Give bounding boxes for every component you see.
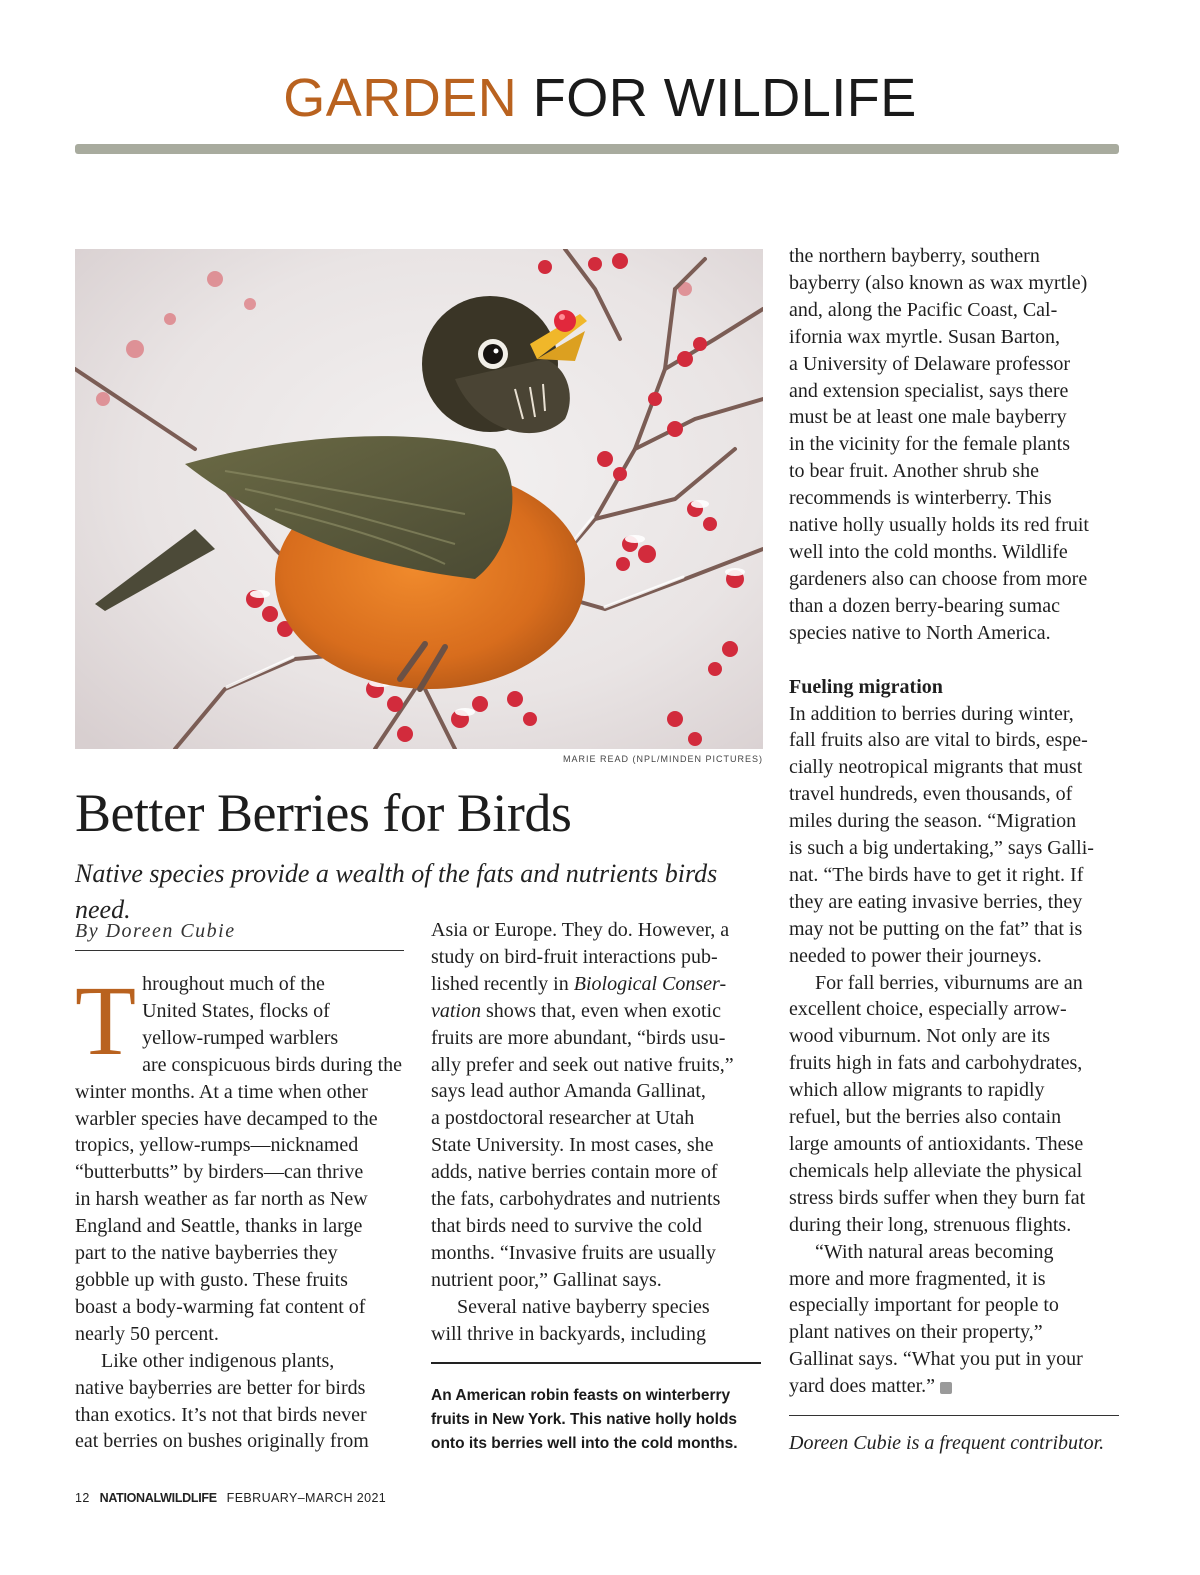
page-number: 12 [75,1491,90,1505]
byline-rule [75,950,404,951]
paragraph-4: Several native bayberry species will thrive in backyards, including [431,1295,710,1345]
paragraph-6: In addition to berries during winter, fall fruits also are vital to birds, espe- cially neotropical migrants that must travel hundreds, even thousands, of miles during the season. “Migration is such a big undertaking,” says Galli- nat. “The birds have to get it right. If they are eating invasive berries, they may not be putting on the fat” that is needed to power their journeys. [789,702,1094,967]
paragraph-7: For fall berries, viburnums are an excellent choice, especially arrow- wood viburnum. Not only are its fruits high in fats and carbohydrates, which allow migrants to rapidly refuel, but the berries also contain large amounts of antioxidants. These chemicals help alleviate the physical stress birds suffer when they burn fat during their long, strenuous flights. [789,971,1086,1236]
paragraph-8-text: “With natural areas becoming more and more fragmented, it is especially important for people to plant natives on their property,” Gallinat says. “What you put in your yard does matter.” [789,1240,1083,1398]
article-column-3 [789,243,1121,1400]
paragraph-2: Like other indigenous plants, native bayberries are better for birds than exotics. It’s not that birds never eat berries on bushes originally from [75,1349,369,1453]
article-column-2 [431,917,761,1348]
paragraph-1 [75,965,405,1348]
section-rule [75,144,1119,154]
article-column-1 [75,965,405,1455]
section-title [0,66,1200,130]
drop-cap: T [75,965,137,1076]
author-bio: Doreen Cubie is a frequent contributor. [789,1432,1105,1454]
bio-rule [789,1415,1119,1416]
paragraph-1-text: hroughout much of the United States, flocks of yellow-rumped warblers are conspicuous birds during the winter months. At a time when other warbler species have decamped to the tropics, yellow-rumps—nicknamed “butterbutts” by birders—can thrive in harsh weather as far north as New England and Seattle, thanks in large part to the native bayberries they gobble up with gusto. These fruits boast a body-warming fat content of nearly 50 percent. [75,973,403,1345]
photo-caption: An American robin feasts on winterberry fruits in New York. This native holly holds onto its berries well into the cold months. [431,1387,738,1452]
robin-photo [75,249,763,749]
article-headline: Better Berries for Birds [75,783,572,843]
section-title-accent: GARDEN [283,68,518,128]
nwf-end-mark-icon: W [940,1382,952,1394]
subhead: Fueling migration [789,675,943,698]
paragraph-3 [431,917,761,1294]
issue-date: FEBRUARY–MARCH 2021 [226,1491,387,1505]
section-title-rest: FOR WILDLIFE [532,68,917,128]
caption-rule [431,1362,761,1364]
paragraph-3-text-b: shows that, even when exotic fruits are more abundant, “birds usu- ally prefer and seek out native fruits,” says lead author Amanda Gallinat, a postdoctoral researcher at Utah State University. In most cases, she adds, native berries contain more of the fats, carbohydrates and nutrients that birds need to survive the cold months. “Invasive fruits are usually nutrient poor,” Gallinat says. [431,999,734,1291]
journal-title: Biological Conser- vation [431,972,727,1022]
page-footer [75,1491,386,1505]
article-dek: Native species provide a wealth of the fats and nutrients birds need. [75,859,718,924]
byline: By Doreen Cubie [75,920,236,942]
paragraph-5: the northern bayberry, southern bayberry (also known as wax myrtle) and, along the Pacific Coast, Cal- ifornia wax myrtle. Susan Barton, a University of Delaware professor and extension specialist, says there must be at least one male bayberry in the vicinity for the female plants to bear fruit. Another shrub she recommends is winterberry. This native holly usually holds its red fruit well into the cold months. Wildlife gardeners also can choose from more than a dozen berry-bearing sumac species native to North America. [789,245,1089,644]
magazine-name: NATIONALWILDLIFE [99,1491,217,1505]
photo-credit: MARIE READ (NPL/MINDEN PICTURES) [562,754,763,764]
paragraph-8 [789,1239,1121,1400]
paragraph-3-text-a: Asia or Europe. They do. However, a study on bird-fruit interactions pub- lished recently in [431,919,730,995]
